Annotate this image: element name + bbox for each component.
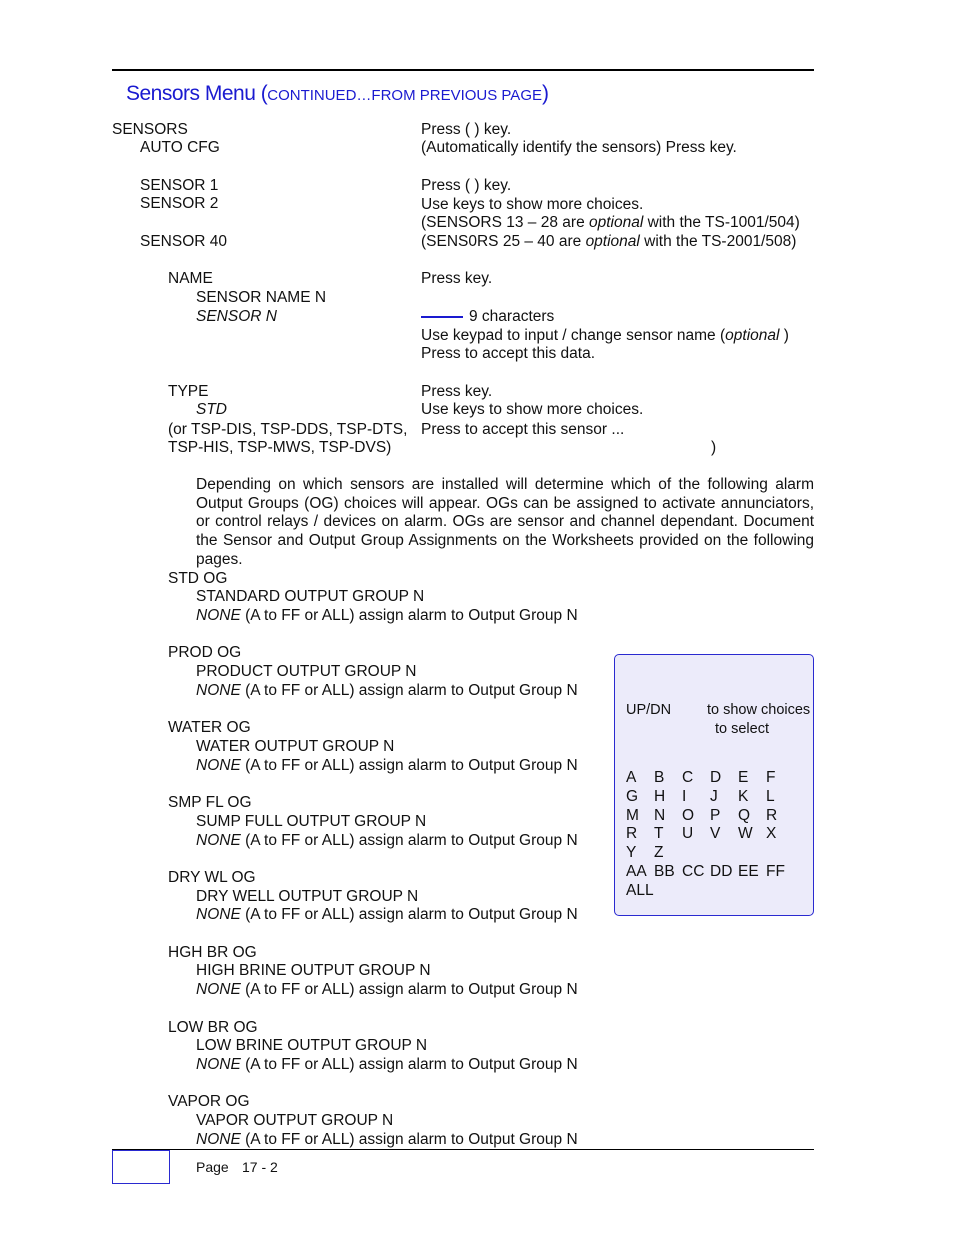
- accept-sensor-instruction: Press to accept this sensor ...: [421, 421, 625, 438]
- og-option: NONE (A to FF or ALL) assign alarm to Output Group N: [196, 981, 578, 998]
- to-select-label: to select: [715, 721, 769, 737]
- og-description-paragraph: Depending on which sensors are installed will determine which of the following alarm Output Groups (OG) choices will appear. OGs can be assigned to activate annunciators, or control relays / devices on alarm. OGs are sensor and channel dependant. Document the Sensor and Output Group Assignments on the Worksheets provided on the following pages.: [196, 476, 814, 568]
- sensor-n-default: SENSOR N: [196, 308, 277, 325]
- sensors-25-40-note: (SENS0RS 25 – 40 are optional with the TS-2001/508): [421, 233, 797, 250]
- og-option: NONE (A to FF or ALL) assign alarm to Output Group N: [196, 1131, 578, 1148]
- press-key-instruction-2: Press ( ) key.: [421, 177, 512, 194]
- type-alternatives-1: (or TSP-DIS, TSP-DDS, TSP-DTS,: [168, 421, 408, 438]
- closing-paren: ): [711, 439, 717, 456]
- og-option: NONE (A to FF or ALL) assign alarm to Output Group N: [196, 1056, 578, 1073]
- input-blank-line: [421, 316, 463, 318]
- std-default: STD: [196, 401, 227, 418]
- og-group-name: HIGH BRINE OUTPUT GROUP N: [196, 962, 431, 979]
- nine-characters-note: 9 characters: [421, 308, 554, 326]
- og-option: NONE (A to FF or ALL) assign alarm to Output Group N: [196, 906, 578, 923]
- og-key: SMP FL OG: [168, 794, 252, 811]
- page-title: Sensors Menu (CONTINUED…FROM PREVIOUS PAGE): [126, 82, 549, 105]
- og-key: STD OG: [168, 570, 228, 587]
- og-key: PROD OG: [168, 644, 242, 661]
- og-option: NONE (A to FF or ALL) assign alarm to Output Group N: [196, 682, 578, 699]
- sensor-1-label: SENSOR 1: [140, 177, 219, 194]
- sensor-40-label: SENSOR 40: [140, 233, 228, 250]
- bottom-rule: [112, 1149, 814, 1150]
- type-label: TYPE: [168, 383, 209, 400]
- og-key: LOW BR OG: [168, 1019, 258, 1036]
- og-group-name: WATER OUTPUT GROUP N: [196, 738, 395, 755]
- og-key: WATER OG: [168, 719, 251, 736]
- press-key-instruction-1: Press ( ) key.: [421, 121, 512, 138]
- og-group-name: STANDARD OUTPUT GROUP N: [196, 588, 425, 605]
- page-number-box: [112, 1150, 170, 1184]
- choices-grid: A B C D E F G H I J K L M N O P Q R R T U V W X Y Z AA BB CC DD EE FF ALL: [626, 769, 785, 899]
- updn-label: UP/DN: [626, 702, 672, 718]
- use-keys-instruction-1: Use keys to show more choices.: [421, 196, 644, 213]
- og-key: HGH BR OG: [168, 944, 257, 961]
- press-type-instruction: Press key.: [421, 383, 493, 400]
- auto-identify-instruction: (Automatically identify the sensors) Press key.: [421, 139, 737, 156]
- page-number: 17 - 2: [242, 1159, 278, 1175]
- og-group-name: VAPOR OUTPUT GROUP N: [196, 1112, 394, 1129]
- og-group-name: DRY WELL OUTPUT GROUP N: [196, 888, 419, 905]
- og-key: DRY WL OG: [168, 869, 256, 886]
- og-option: NONE (A to FF or ALL) assign alarm to Output Group N: [196, 832, 578, 849]
- og-option: NONE (A to FF or ALL) assign alarm to Output Group N: [196, 757, 578, 774]
- name-label: NAME: [168, 270, 213, 287]
- type-alternatives-2: TSP-HIS, TSP-MWS, TSP-DVS): [168, 439, 392, 456]
- choices-box: [614, 654, 814, 916]
- use-keys-instruction-2: Use keys to show more choices.: [421, 401, 644, 418]
- sensors-13-28-note: (SENSORS 13 – 28 are optional with the TS-1001/504): [421, 214, 800, 231]
- og-key: VAPOR OG: [168, 1093, 250, 1110]
- page-label: Page: [196, 1159, 229, 1175]
- sensor-2-label: SENSOR 2: [140, 195, 219, 212]
- show-choices-label: to show choices: [707, 702, 811, 718]
- auto-cfg-label: AUTO CFG: [140, 139, 220, 156]
- sensors-label: SENSORS: [112, 121, 188, 138]
- top-rule: [112, 69, 814, 71]
- og-option: NONE (A to FF or ALL) assign alarm to Output Group N: [196, 607, 578, 624]
- og-group-name: LOW BRINE OUTPUT GROUP N: [196, 1037, 428, 1054]
- og-group-name: SUMP FULL OUTPUT GROUP N: [196, 813, 427, 830]
- sensor-name-n-label: SENSOR NAME N: [196, 289, 327, 306]
- keypad-instruction: Use keypad to input / change sensor name (optional ): [421, 327, 789, 344]
- og-group-name: PRODUCT OUTPUT GROUP N: [196, 663, 417, 680]
- accept-data-instruction: Press to accept this data.: [421, 345, 596, 362]
- press-name-instruction: Press key.: [421, 270, 493, 287]
